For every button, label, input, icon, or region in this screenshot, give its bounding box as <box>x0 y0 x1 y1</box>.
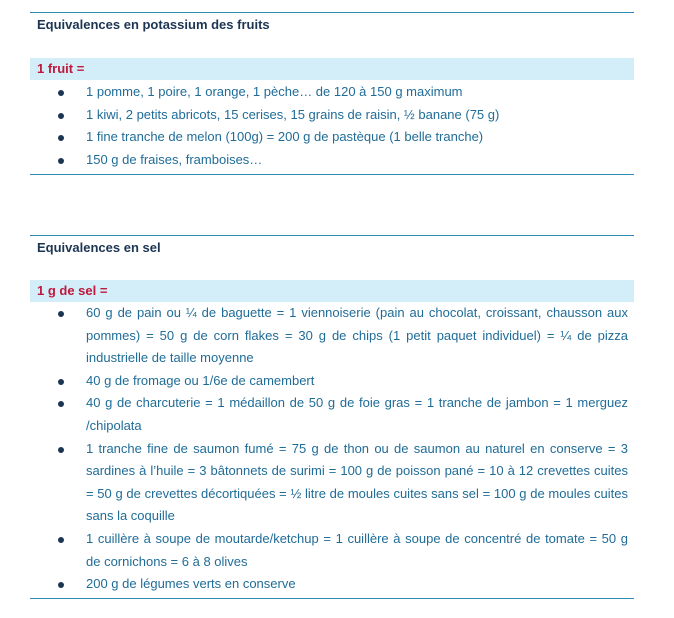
salt-top-rule <box>30 235 634 236</box>
bullet-icon <box>58 582 64 588</box>
salt-band <box>30 280 634 302</box>
list-item-text: 1 fine tranche de melon (100g) = 200 g de pastèque (1 belle tranche) <box>86 129 484 145</box>
list-item-text: 150 g de fraises, framboises… <box>86 151 263 167</box>
fruit-band-label: 1 fruit = <box>37 61 85 76</box>
bullet-icon <box>58 311 64 317</box>
salt-bottom-rule <box>30 598 634 599</box>
list-item-text: 60 g de pain ou ¼ de baguette = 1 viennoiserie (pain au chocolat, croissant, chausson aux pommes) = 50 g de corn flakes = 30 g de chips (1 petit paquet individuel) = ¼ de pizza industrielle de taille moyenne <box>86 305 628 366</box>
list-item-text: 200 g de légumes verts en conserve <box>86 576 296 592</box>
bullet-icon <box>58 537 64 543</box>
list-item <box>30 370 634 393</box>
bullet-icon <box>58 447 64 453</box>
list-item-text: 1 tranche fine de saumon fumé = 75 g de thon ou de saumon au naturel en conserve = 3 sardines à l’huile = 3 bâtonnets de surimi = 100 g de poisson pané = 10 à 12 crevettes cuites = 50 g de crevettes décortiquées = ½ litre de moules cuites sans sel = 100 g de moules cuites sans la coquille <box>86 440 628 524</box>
list-item <box>30 573 634 596</box>
bullet-icon <box>58 379 64 385</box>
list-item-text: 1 kiwi, 2 petits abricots, 15 cerises, 15 grains de raisin, ½ banane (75 g) <box>86 106 500 122</box>
list-item-text: 40 g de fromage ou 1/6e de camembert <box>86 372 315 388</box>
list-item-text: 40 g de charcuterie = 1 médaillon de 50 g de foie gras = 1 tranche de jambon = 1 merguez /chipolata <box>86 395 628 433</box>
list-item-text: 1 pomme, 1 poire, 1 orange, 1 pèche… de 120 à 150 g maximum <box>86 84 463 99</box>
potassium-section-title: Equivalences en potassium des fruits <box>37 17 270 32</box>
list-item <box>30 528 634 573</box>
list-item <box>30 302 634 370</box>
list-item <box>30 438 634 528</box>
list-item-text: 1 cuillère à soupe de moutarde/ketchup = 1 cuillère à soupe de concentré de tomate = 50 g de cornichons = 6 à 8 olives <box>86 530 628 569</box>
salt-section-title: Equivalences en sel <box>37 240 161 255</box>
bullet-icon <box>58 401 64 407</box>
salt-band-label: 1 g de sel = <box>37 283 108 298</box>
salt-equivalence-list <box>30 302 634 596</box>
salt-section <box>30 0 634 618</box>
list-item <box>30 392 634 437</box>
